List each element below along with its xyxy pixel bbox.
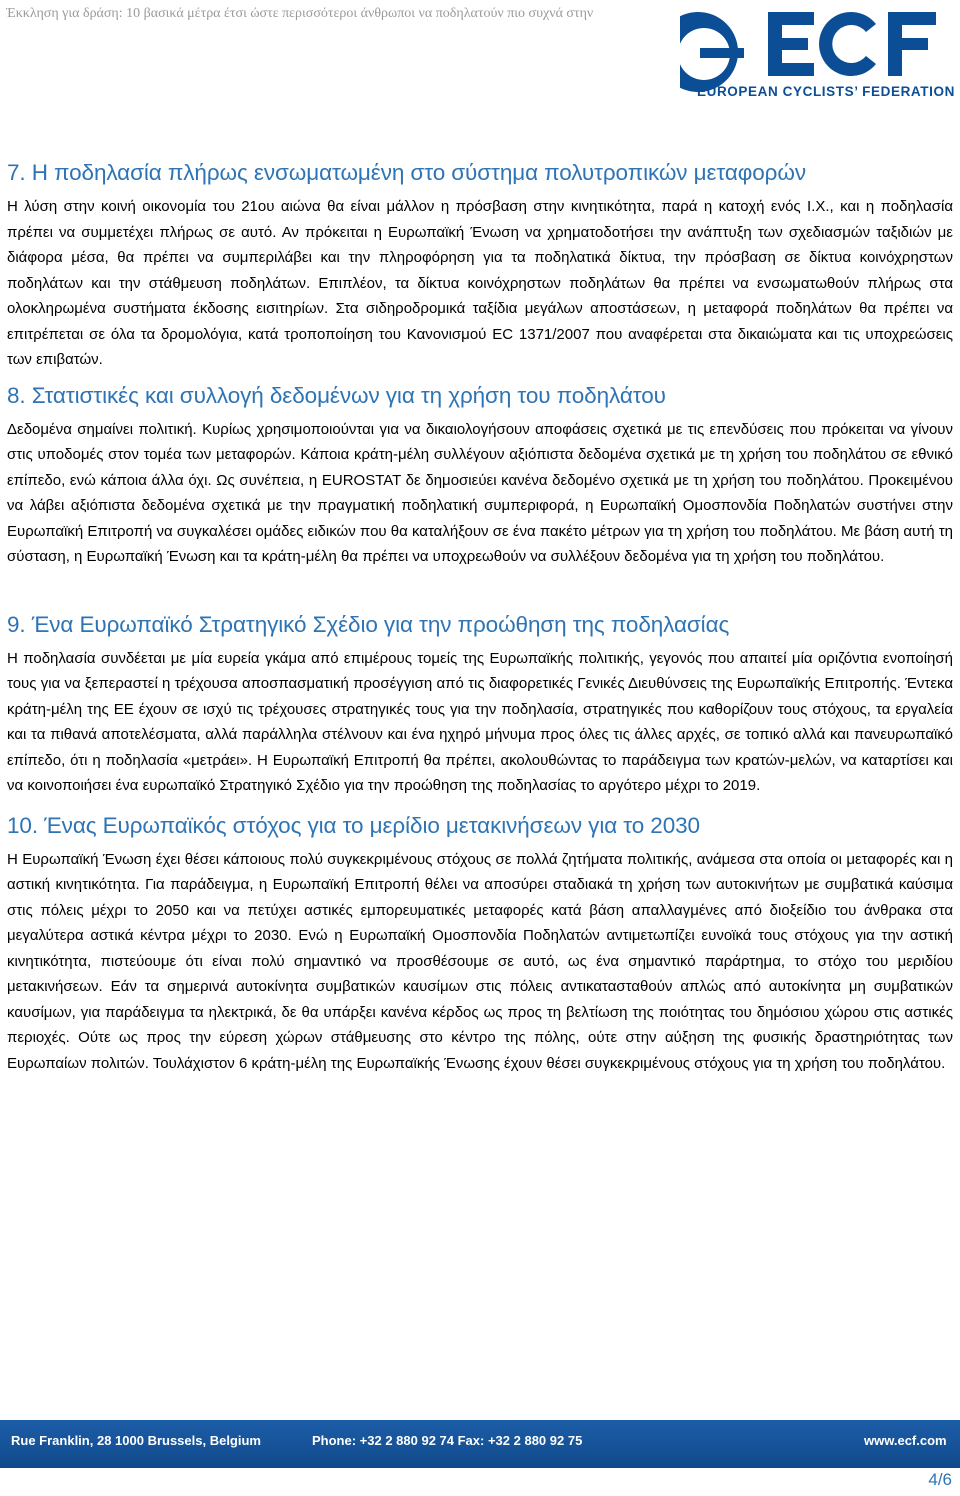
section-paragraph: Η ποδηλασία συνδέεται με μία ευρεία γκάμα από επιμέρους τομείς της Ευρωπαϊκής πολιτικής, γεγονός που απαιτεί μία οριζόντια ενοποίησή τους για να ξεπεραστεί η τρέχουσα αποσπασματική προσέγγιση από τις διαφορετικές Γενικές Διευθύνσεις της Ευρωπαϊκής Επιτροπής. Έντεκα κράτη-μέλη της ΕΕ έχουν σε ισχύ τις τρέχουσες στρατηγικές τους για την ποδηλασία, στρατηγικές που καθορίζουν τους στόχους, τα εργαλεία και τα πιθανά αποτελέσματα, αλλά παράλληλα στέλνουν και ένα ηχηρό μήνυμα προς όλες τις άλλες αρχές, σε τοπικό αλλά και πανευρωπαϊκό επίπεδο, ότι η ποδηλασία «μετράει». Η Ευρωπαϊκή Επιτροπή θα πρέπει, ακολουθώντας το παράδειγμα των κρατών-μελών, να καταρτίσει και να κοινοποιήσει ένα ευρωπαϊκό Στρατηγικό Σχέδιο για την προώθηση της ποδηλασίας το αργότερο μέχρι το 2019. bbox=[7, 649, 953, 794]
section-heading: 8. Στατιστικές και συλλογή δεδομένων για τη χρήση του ποδηλάτου bbox=[7, 382, 666, 408]
page-number: 4/6 bbox=[928, 1470, 952, 1489]
section-paragraph: Η Ευρωπαϊκή Ένωση έχει θέσει κάποιους πολύ συγκεκριμένους στόχους σε πολλά ζητήματα πολιτικής, ανάμεσα στα οποία οι μεταφορές και η αστική κινητικότητα. Για παράδειγμα, η Ευρωπαϊκή Επιτροπή θέλει να αποσύρει σταδιακά τη χρήση των αυτοκινήτων με συμβατικά καύσιμα στις πόλεις μέχρι το 2050 και να πετύχει αστικές εμπορευματικές μεταφορές κατά βάση απαλλαγμένες από διοξείδιο του άνθρακα στα μεγαλύτερα αστικά κέντρα μέχρι το 2030. Ενώ η Ευρωπαϊκή Ομοσπονδία Ποδηλατών αντιμετωπίζει ευνοϊκά τους στόχους για την αστική κινητικότητα, πιστεύουμε ότι είναι πολύ σημαντικό να προσθέσουμε σε αυτό, ως ένα σημαντικό παράρτημα, το στόχο του μεριδίου μετακινήσεων. Εάν τα σημερινά αυτοκίνητα συμβατικών καυσίμων στις πόλεις αντικατασταθούν απλώς από αυτοκίνητα μη συμβατικών καυσίμων, για παράδειγμα τα ηλεκτρικά, δε θα υπάρξει κανένα κέρδος ως προς τη βελτίωση της ποιότητας του δημόσιου χώρου στις αστικές περιοχές. Ούτε ως προς την εύρεση χώρων στάθμευσης στο κέντρο της πόλης, ούτε στην αύξηση της φυσικής δραστηριότητας των Ευρωπαίων πολιτών. Τουλάχιστον 6 κράτη-μέλη της Ευρωπαϊκής Ένωσης έχουν θέσει συγκεκριμένους στόχους για τη χρήση του ποδηλάτου. bbox=[7, 850, 953, 1072]
running-header: Έκκληση για δράση: 10 βασικά μέτρα έτσι ώστε περισσότεροι άνθρωποι να ποδηλατούν πιο συχνά στην bbox=[6, 6, 594, 21]
section-7 bbox=[7, 158, 953, 373]
section-paragraph: Δεδομένα σημαίνει πολιτική. Κυρίως χρησιμοποιούνται για να δικαιολογήσουν αποφάσεις σχετικά με τις επενδύσεις που πρόκειται να γίνουν στις υποδομές στον τομέα των μεταφορών. Κάποια κράτη-μέλη συλλέγουν αξιόπιστα δεδομένα σχετικά με τη χρήση του ποδηλάτου σε εθνικό επίπεδο, ενώ κάποια άλλα όχι. Ως συνέπεια, η EUROSTAT δε δημοσιεύει κανένα δεδομένο σχετικά με τη χρήση του ποδηλάτου. Προκειμένου να λάβει αξιόπιστα δεδομένα σχετικά με την πραγματική ποδηλατική συμπεριφορά, η Ευρωπαϊκή Ομοσπονδία Ποδηλατών συστήνει στην Ευρωπαϊκή Επιτροπή να συγκαλέσει ομάδες ειδικών που θα καταλήξουν σε ένα πακέτο μέτρων για τη χρήση του ποδηλάτου. Με βάση αυτή τη σύσταση, η Ευρωπαϊκή Ένωση και τα κράτη-μέλη θα πρέπει να υποχρεωθούν να συλλέξουν δεδομένα για τη χρήση του ποδηλάτου. bbox=[7, 420, 953, 565]
section-8 bbox=[7, 381, 953, 570]
document-body bbox=[7, 158, 953, 1076]
section-heading: 10. Ένας Ευρωπαϊκός στόχος για το μερίδιο μετακινήσεων για το 2030 bbox=[7, 812, 700, 838]
section-heading: 9. Ένα Ευρωπαϊκό Στρατηγικό Σχέδιο για την προώθηση της ποδηλασίας bbox=[7, 611, 730, 637]
footer-website-link[interactable]: www.ecf.com bbox=[864, 1433, 947, 1448]
section-heading: 7. Η ποδηλασία πλήρως ενσωματωμένη στο σύστημα πολυτροπικών μεταφορών bbox=[7, 160, 807, 185]
section-paragraph: Η λύση στην κοινή οικονομία του 21ου αιώνα θα είναι μάλλον η πρόσβαση στην κινητικότητα, παρά η κατοχή ενός Ι.Χ., και η ποδηλασία πρέπει να συμμετέχει πλήρως σε αυτό. Αν πρόκειται η Ευρωπαϊκή Ένωση να χρηματοδοτήσει την ανάπτυξη των σχεδιασμών ταξιδιών με διάφορα μέσα, θα πρέπει να συμπεριλάβει και την πληροφόρηση για τα ποδηλατικά δίκτυα, την πρόσβαση σε δίκτυα κοινόχρηστων ποδηλάτων και την στάθμευση ποδηλάτων. Επιπλέον, τα δίκτυα κοινόχρηστων ποδηλάτων θα πρέπει να ενσωματωθούν πλήρως στα ολοκληρωμένα συστήματα έκδοσης εισιτηρίων. Στα σιδηροδρομικά ταξίδια μεγάλων αποστάσεων, η μεταφορά ποδηλάτων θα πρέπει να επιτρέπεται σε όλα τα δρομολόγια, κατά τροποποίηση του Κανονισμού EC 1371/2007 που αναφέρεται στα δικαιώματα και τις υποχρεώσεις των επιβατών. bbox=[7, 198, 953, 368]
logo-tagline: EUROPEAN CYCLISTS’ FEDERATION bbox=[697, 84, 955, 99]
footer-address: Rue Franklin, 28 1000 Brussels, Belgium bbox=[11, 1433, 261, 1448]
footer-phone: Phone: +32 2 880 92 74 Fax: +32 2 880 92 75 bbox=[312, 1433, 583, 1448]
section-9 bbox=[7, 610, 953, 799]
section-10 bbox=[7, 811, 953, 1077]
